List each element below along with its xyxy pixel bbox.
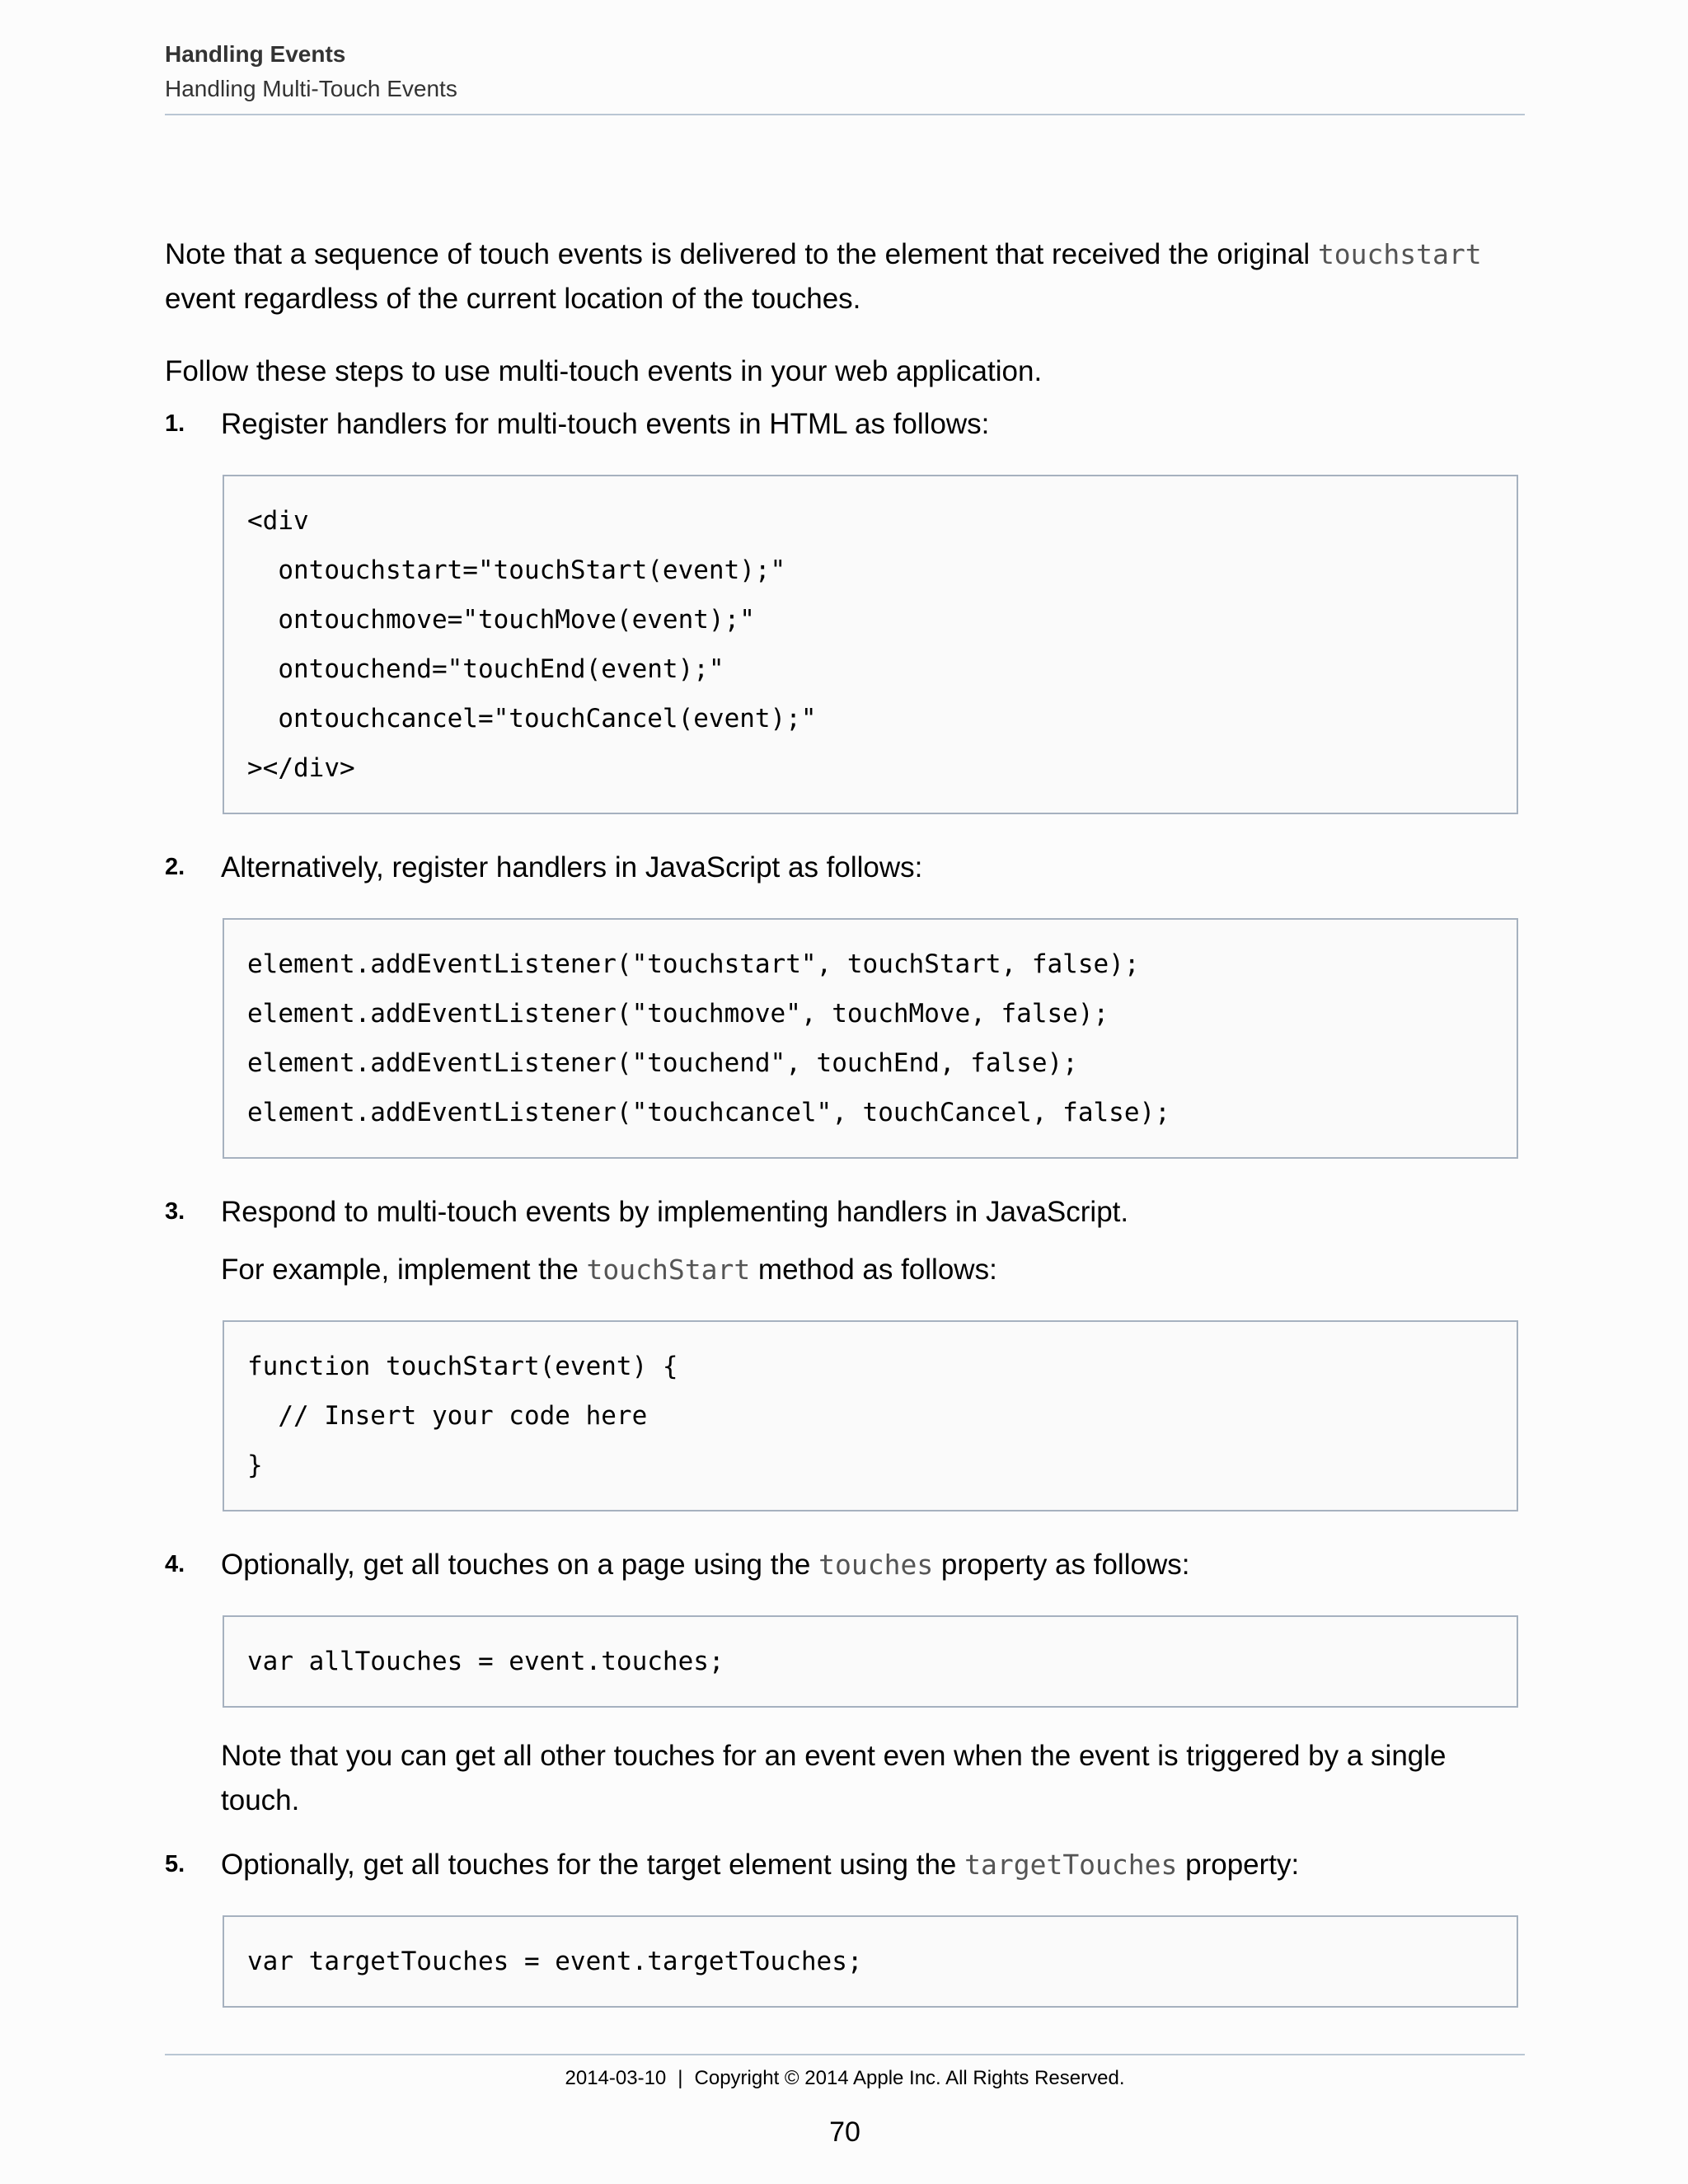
code-block xyxy=(223,1915,1518,2008)
step-text-before: Optionally, get all touches on a page using the xyxy=(221,1549,819,1581)
footer-separator: | xyxy=(678,2067,683,2089)
subtext-after: method as follows: xyxy=(750,1254,997,1286)
step-text-after: property as follows: xyxy=(933,1549,1190,1581)
step-2 xyxy=(165,846,1525,1159)
code-line: var allTouches = event.touches; xyxy=(247,1647,724,1676)
inline-code: touches xyxy=(818,1549,934,1581)
page-header xyxy=(165,40,1525,104)
intro-text-before: Note that a sequence of touch events is delivered to the element that received the original xyxy=(165,238,1318,270)
code-line: // Insert your code here xyxy=(247,1401,648,1431)
code-block xyxy=(223,1615,1518,1708)
step-text xyxy=(221,1843,1525,1887)
code-line: element.addEventListener("touchmove", touchMove, false); xyxy=(247,999,1109,1029)
step-subtext xyxy=(221,1248,1525,1292)
step-text: Register handlers for multi-touch events in HTML as follows: xyxy=(221,408,990,440)
code-line: element.addEventListener("touchend", touchEnd, false); xyxy=(247,1048,1078,1078)
footer-divider xyxy=(165,2054,1525,2055)
intro-paragraph xyxy=(165,232,1525,321)
step-number: 1. xyxy=(165,410,185,437)
step-5 xyxy=(165,1843,1525,2008)
step-note: Note that you can get all other touches for an event even when the event is triggered by a single touch. xyxy=(221,1740,1447,1816)
code-line: var targetTouches = event.targetTouches; xyxy=(247,1947,863,1976)
intro-text-after: event regardless of the current location of the touches. xyxy=(165,283,861,315)
code-line: ontouchend="touchEnd(event);" xyxy=(247,654,724,684)
chapter-title: Handling Events xyxy=(165,41,346,67)
step-number: 2. xyxy=(165,854,185,880)
code-line: ontouchstart="touchStart(event);" xyxy=(247,555,786,585)
step-number: 5. xyxy=(165,1851,185,1877)
main-content xyxy=(165,232,1525,2039)
code-line: } xyxy=(247,1451,263,1480)
header-divider xyxy=(165,114,1525,115)
inline-code: targetTouches xyxy=(964,1849,1178,1881)
code-line: ontouchmove="touchMove(event);" xyxy=(247,605,755,635)
step-text-before: Optionally, get all touches for the target element using the xyxy=(221,1849,965,1881)
code-line: ontouchcancel="touchCancel(event);" xyxy=(247,704,817,733)
step-text xyxy=(221,1543,1525,1587)
footer-date: 2014-03-10 xyxy=(565,2067,667,2089)
section-title: Handling Multi-Touch Events xyxy=(165,76,457,101)
code-line: ></div> xyxy=(247,753,355,783)
step-text: Alternatively, register handlers in JavaScript as follows: xyxy=(221,851,923,883)
steps-list xyxy=(165,402,1525,2008)
inline-code: touchStart xyxy=(586,1254,751,1286)
step-text: Respond to multi-touch events by implementing handlers in JavaScript. xyxy=(221,1196,1129,1228)
step-1 xyxy=(165,402,1525,814)
steps-intro-paragraph: Follow these steps to use multi-touch events in your web application. xyxy=(165,355,1043,387)
code-block xyxy=(223,918,1518,1159)
step-text-after: property: xyxy=(1177,1849,1300,1881)
step-3 xyxy=(165,1190,1525,1511)
subtext-before: For example, implement the xyxy=(221,1254,587,1286)
step-number: 3. xyxy=(165,1198,185,1225)
code-line: element.addEventListener("touchstart", touchStart, false); xyxy=(247,949,1140,979)
code-line: function touchStart(event) { xyxy=(247,1352,678,1381)
page-number: 70 xyxy=(829,2116,860,2148)
step-4 xyxy=(165,1543,1525,1823)
step-number: 4. xyxy=(165,1551,185,1577)
footer-info xyxy=(165,2067,1525,2090)
code-block xyxy=(223,475,1518,814)
code-line: element.addEventListener("touchcancel", touchCancel, false); xyxy=(247,1098,1170,1127)
code-block xyxy=(223,1320,1518,1511)
inline-code: touchstart xyxy=(1317,238,1482,270)
footer-copyright: Copyright © 2014 Apple Inc. All Rights Reserved. xyxy=(694,2067,1125,2089)
code-line: <div xyxy=(247,506,309,536)
